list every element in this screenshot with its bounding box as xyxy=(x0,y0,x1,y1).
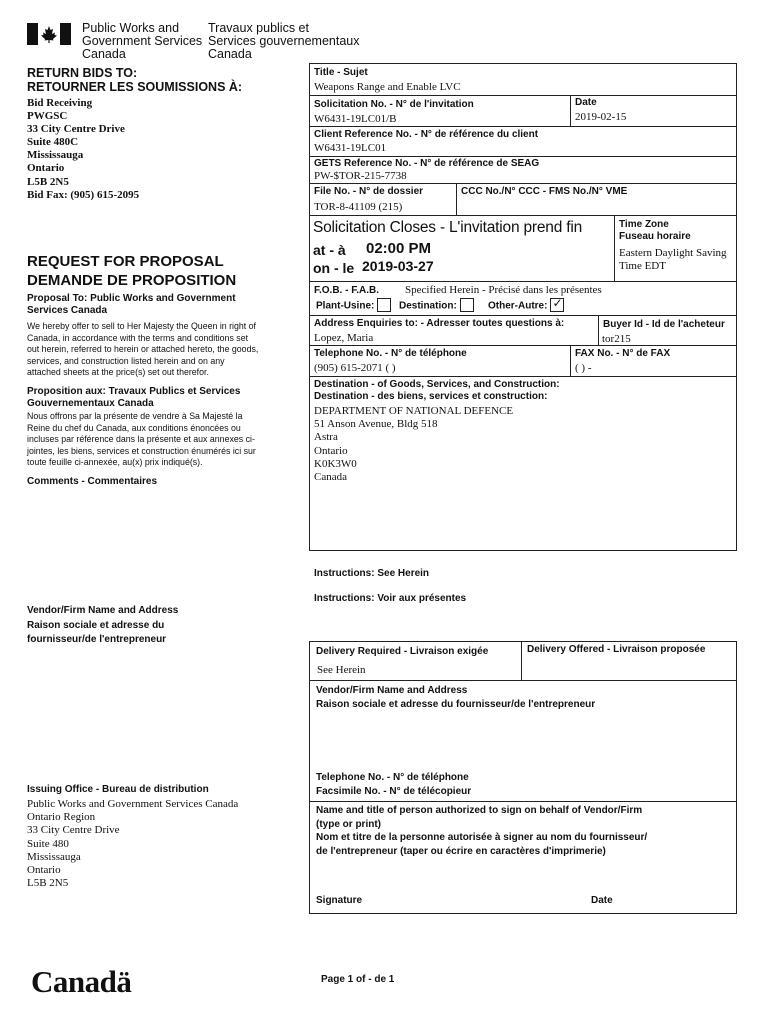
comments-label: Comments - Commentaires xyxy=(27,476,158,487)
phone-label: Telephone No. - N° de téléphone xyxy=(314,348,467,359)
phone-value: (905) 615-2071 ( ) xyxy=(314,362,396,374)
date-label: Date xyxy=(575,97,597,108)
destination-checkbox-group xyxy=(399,299,474,313)
delivery-required-label: Delivery Required - Livraison exigée xyxy=(316,646,489,657)
department-name-en: Public Works and Government Services Canada xyxy=(82,21,203,61)
authorized-signer-label: Name and title of person authorized to sign on behalf of Vendor/Firm (type or print) Nom et titre de la personne autorisée à signer au nom du fournisseur/ de l'entrepreneur (taper ou écrire en caractères d'imprimerie) xyxy=(316,805,648,858)
file-label: File No. - N° de dossier xyxy=(314,186,424,197)
client-ref-value: W6431-19LC01 xyxy=(314,142,387,154)
return-bids-en: RETURN BIDS TO: xyxy=(27,66,138,80)
time-zone-label: Time Zone Fuseau horaire xyxy=(619,219,691,242)
proposition-text: Nous offrons par la présente de vendre à Sa Majesté la Reine du chef du Canada, aux conditions énoncées ou incluses par référence dans la présente et aux annexes ci-jointes, les biens, services et construction énumérés ici sur toute feuille ci-annexée, au(x) prix indiqué(s). xyxy=(27,411,256,468)
check-icon: ✓ xyxy=(552,296,563,310)
destination-goods-label: Destination - of Goods, Services, and Construction: Destination - des biens, services et construction: xyxy=(314,379,560,402)
file-value: TOR-8-41109 (215) xyxy=(314,201,403,213)
client-ref-label: Client Reference No. - N° de référence du client xyxy=(314,129,539,140)
rfp-title-fr: DEMANDE DE PROPOSITION xyxy=(27,272,237,289)
destination-checkbox[interactable] xyxy=(460,298,474,312)
gets-label: GETS Reference No. - N° de référence de SEAG xyxy=(314,158,540,169)
rfp-title-en: REQUEST FOR PROPOSAL xyxy=(27,253,224,270)
issuing-office-label: Issuing Office - Bureau de distribution xyxy=(27,784,209,795)
proposal-to-text: We hereby offer to sell to Her Majesty the Queen in right of Canada, in accordance with the terms and conditions set out herein, referred to herein or attached hereto, the goods, services, and construction listed herein and on any attached sheets at the price(s) set out therefor. xyxy=(27,321,259,378)
instructions-en: Instructions: See Herein xyxy=(314,568,430,579)
department-name-fr: Travaux publics et Services gouvernementaux Canada xyxy=(208,21,360,61)
page-number: Page 1 of - de 1 xyxy=(321,974,395,985)
plant-checkbox[interactable] xyxy=(377,298,391,312)
solicitation-value: W6431-19LC01/B xyxy=(314,113,397,125)
closing-on-label: on - le xyxy=(313,260,355,276)
address-enquiries-value: Lopez, Maria xyxy=(314,332,374,344)
signature-label: Signature xyxy=(316,895,363,906)
date-value: 2019-02-15 xyxy=(575,111,627,123)
closing-date-value: 2019-03-27 xyxy=(362,258,434,274)
destination-label: Destination: xyxy=(399,300,457,312)
plant-checkbox-group xyxy=(316,299,391,313)
fax-label: FAX No. - N° de FAX xyxy=(575,348,671,359)
plant-label: Plant-Usine: xyxy=(316,300,375,312)
solicitation-label: Solicitation No. - N° de l'invitation xyxy=(314,99,474,110)
closing-at-label: at - à xyxy=(313,242,346,258)
ccc-label: CCC No./N° CCC - FMS No./N° VME xyxy=(461,186,628,197)
title-value: Weapons Range and Enable LVC xyxy=(314,81,461,93)
fob-label: F.O.B. - F.A.B. xyxy=(314,285,379,296)
other-checkbox[interactable] xyxy=(550,298,564,312)
solicitation-closes-label: Solicitation Closes - L'invitation prend fin xyxy=(313,219,582,236)
address-enquiries-label: Address Enquiries to: - Adresser toutes questions à: xyxy=(314,318,565,329)
destination-goods-address: DEPARTMENT OF NATIONAL DEFENCE 51 Anson Avenue, Bldg 518 Astra Ontario K0K3W0 Canada xyxy=(314,405,514,484)
fax-value: ( ) - xyxy=(575,362,592,374)
telephone-facsimile-label: Telephone No. - N° de téléphone Facsimile No. - N° de télécopieur xyxy=(316,772,472,797)
instructions-fr: Instructions: Voir aux présentes xyxy=(314,593,467,604)
issuing-office-address: Public Works and Government Services Canada Ontario Region 33 City Centre Drive Suite 480 Mississauga Ontario L5B 2N5 xyxy=(27,798,239,890)
vendor-label-left: Vendor/Firm Name and Address Raison sociale et adresse du fournisseur/de l'entrepreneur xyxy=(27,605,179,645)
gets-value: PW-$TOR-215-7738 xyxy=(314,170,407,182)
time-zone-value: Eastern Daylight Saving Time EDT xyxy=(619,247,727,272)
other-checkbox-group xyxy=(488,296,564,313)
proposal-to-label: Proposal To: Public Works and Government Services Canada xyxy=(27,293,236,316)
delivery-offered-label: Delivery Offered - Livraison proposée xyxy=(527,644,706,655)
canada-flag-logo xyxy=(27,23,71,45)
signature-date-label: Date xyxy=(591,895,613,906)
proposition-label: Proposition aux: Travaux Publics et Services Gouvernementaux Canada xyxy=(27,386,241,409)
closing-time-value: 02:00 PM xyxy=(366,240,432,257)
delivery-required-value: See Herein xyxy=(317,664,366,676)
canada-wordmark: Canadä xyxy=(31,964,132,999)
return-bids-fr: RETOURNER LES SOUMISSIONS À: xyxy=(27,80,243,94)
title-label: Title - Sujet xyxy=(314,67,368,78)
return-address: Bid Receiving PWGSC 33 City Centre Drive Suite 480C Mississauga Ontario L5B 2N5 Bid Fax: (905) 615-2095 xyxy=(27,97,140,201)
fob-value: Specified Herein - Précisé dans les présentes xyxy=(405,284,602,296)
vendor-label-form: Vendor/Firm Name and Address Raison sociale et adresse du fournisseur/de l'entrepreneur xyxy=(316,685,596,710)
buyer-id-label: Buyer Id - Id de l'acheteur xyxy=(603,319,725,330)
buyer-id-value: tor215 xyxy=(602,333,631,345)
other-label: Other-Autre: xyxy=(488,300,548,312)
